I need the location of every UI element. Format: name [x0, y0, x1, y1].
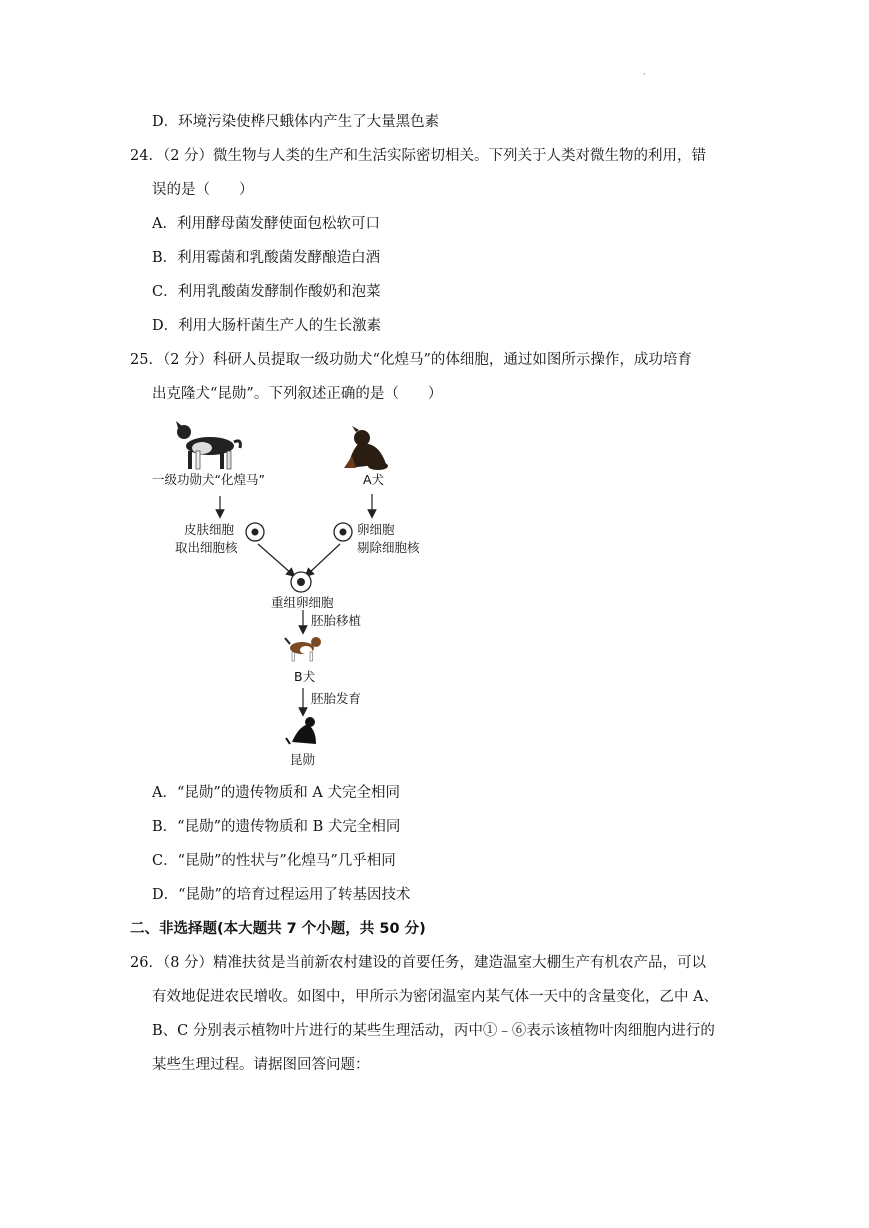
q25-stem: 25．（2 分）科研人员提取一级功勋犬“化煌马”的体细胞，通过如图所示操作，成功培育	[130, 352, 692, 368]
page-mark: ·	[643, 70, 646, 79]
q24-stem-cont: 误的是（ ）	[152, 182, 254, 198]
recombined-egg-cell-icon	[291, 572, 311, 592]
q25-option-c: C．“昆勋”的性状与”化煌马”几乎相同	[152, 853, 396, 869]
label-kunxun: 昆勋	[290, 752, 316, 767]
q25-option-a: A．“昆勋”的遗传物质和 A 犬完全相同	[152, 785, 400, 801]
section-heading: 二、非选择题(本大题共 7 个小题，共 50 分)	[130, 921, 426, 937]
label-embryo-development: 胚胎发育	[311, 691, 362, 706]
q24-option-b: B．利用霉菌和乳酸菌发酵酿造白酒	[152, 250, 381, 266]
label-dog-b: B犬	[294, 669, 316, 684]
dog-b-icon	[285, 637, 321, 661]
q26-stem-line-4: 某些生理过程。请据图回答问题：	[152, 1057, 370, 1073]
dog-a-icon	[344, 426, 388, 470]
label-egg-cell: 卵细胞	[357, 522, 395, 537]
q24-stem: 24．（2 分）微生物与人类的生产和生活实际密切相关。下列关于人类对微生物的利用，错	[130, 148, 707, 164]
q25-option-b: B．“昆勋”的遗传物质和 B 犬完全相同	[152, 819, 401, 835]
label-skin-cell: 皮肤细胞	[184, 522, 235, 537]
dog-kunxun-icon	[286, 717, 316, 744]
q26-stem-line-2: 有效地促进农民增收。如图中，甲所示为密闭温室内某气体一天中的含量变化，乙中 A、	[152, 989, 719, 1005]
q26-stem: 26．（8 分）精准扶贫是当前新农村建设的首要任务，建造温室大棚生产有机农产品，可以	[130, 955, 707, 971]
q26-stem-line-3: B、C 分别表示植物叶片进行的某些生理活动，丙中①﹣⑥表示该植物叶肉细胞内进行的	[152, 1023, 715, 1039]
q24-option-d: D．利用大肠杆菌生产人的生长激素	[152, 318, 382, 334]
q24-option-c: C．利用乳酸菌发酵制作酸奶和泡菜	[152, 284, 381, 300]
skin-cell-icon	[246, 523, 264, 541]
label-recombined-cell: 重组卵细胞	[271, 595, 334, 610]
q25-option-d: D．“昆勋”的培育过程运用了转基因技术	[152, 887, 411, 903]
dog-huahuangma-icon	[176, 421, 240, 469]
cloning-diagram	[140, 418, 440, 778]
label-dog-a: A犬	[363, 472, 385, 487]
label-remove-nucleus: 剔除细胞核	[357, 540, 420, 555]
egg-cell-icon	[334, 523, 352, 541]
label-embryo-transplant: 胚胎移植	[311, 613, 362, 628]
q24-option-a: A．利用酵母菌发酵使面包松软可口	[152, 216, 380, 232]
label-huahuangma: 一级功勋犬“化煌马”	[152, 472, 265, 487]
q23-option-d: D．环境污染使桦尺蛾体内产生了大量黑色素	[152, 114, 440, 130]
q25-stem-cont: 出克隆犬“昆勋”。下列叙述正确的是（ ）	[152, 386, 443, 402]
label-extract-nucleus: 取出细胞核	[175, 540, 238, 555]
